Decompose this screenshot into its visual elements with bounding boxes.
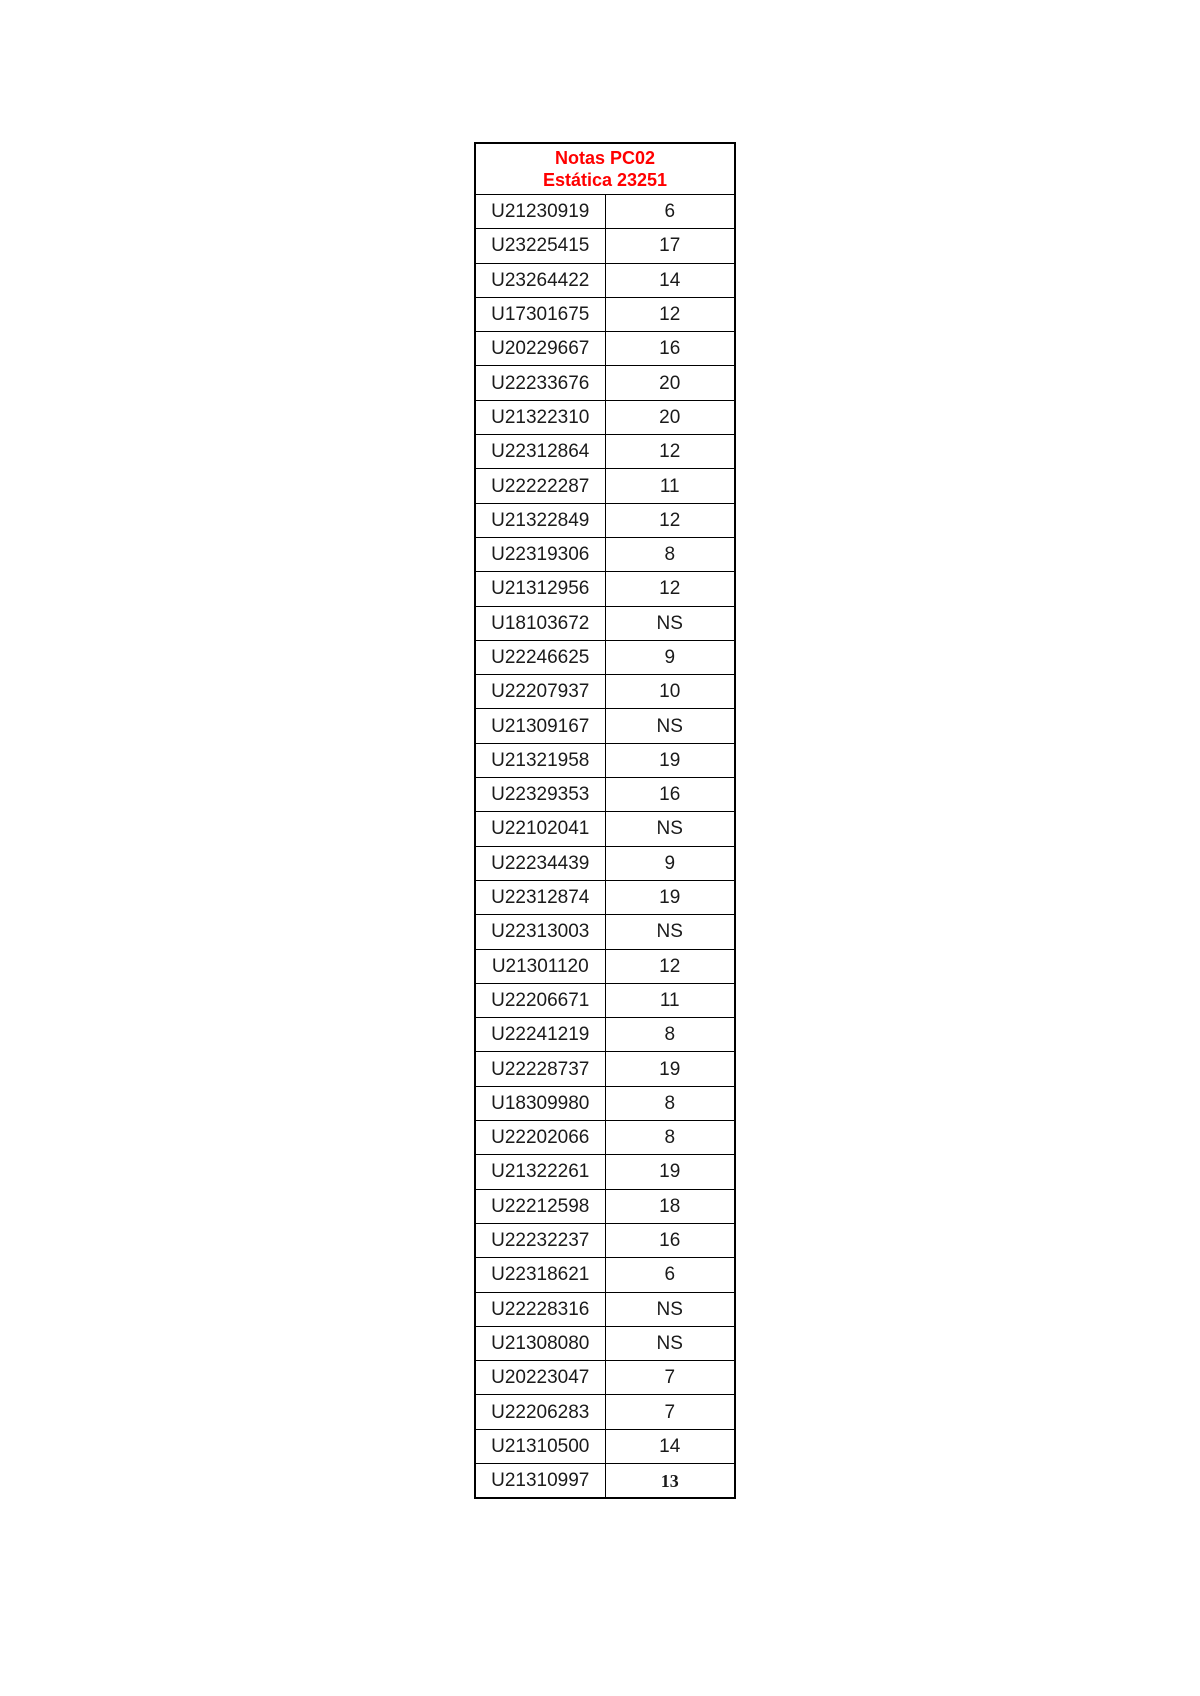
grade-cell: 8 (605, 1018, 735, 1052)
table-row (475, 537, 735, 571)
student-code-cell: U21301120 (475, 949, 605, 983)
student-code-cell: U22319306 (475, 537, 605, 571)
grade-cell: 8 (605, 1086, 735, 1120)
grade-cell: 17 (605, 229, 735, 263)
grade-cell: NS (605, 709, 735, 743)
grade-cell: 20 (605, 400, 735, 434)
student-code-cell: U23225415 (475, 229, 605, 263)
table-row (475, 1429, 735, 1463)
table-row (475, 263, 735, 297)
grade-cell: NS (605, 812, 735, 846)
grade-cell: 19 (605, 743, 735, 777)
table-title-cell (475, 143, 735, 195)
grade-cell: 14 (605, 263, 735, 297)
student-code-cell: U18309980 (475, 1086, 605, 1120)
student-code-cell: U18103672 (475, 606, 605, 640)
table-row (475, 812, 735, 846)
student-code-cell: U22241219 (475, 1018, 605, 1052)
table-row (475, 675, 735, 709)
grade-cell: 6 (605, 195, 735, 229)
table-row (475, 640, 735, 674)
grade-cell: 12 (605, 572, 735, 606)
grade-cell: NS (605, 1292, 735, 1326)
grade-cell: 20 (605, 366, 735, 400)
grade-cell: 19 (605, 1052, 735, 1086)
table-row (475, 915, 735, 949)
grade-cell: 16 (605, 778, 735, 812)
student-code-cell: U21310997 (475, 1463, 605, 1498)
grade-cell: 8 (605, 1121, 735, 1155)
grade-cell: 6 (605, 1258, 735, 1292)
table-row (475, 400, 735, 434)
table-row (475, 435, 735, 469)
student-code-cell: U22228737 (475, 1052, 605, 1086)
table-row (475, 743, 735, 777)
table-row (475, 1018, 735, 1052)
grade-cell: 19 (605, 880, 735, 914)
student-code-cell: U22329353 (475, 778, 605, 812)
student-code-cell: U22232237 (475, 1223, 605, 1257)
table-row (475, 846, 735, 880)
student-code-cell: U17301675 (475, 297, 605, 331)
grade-cell: 16 (605, 332, 735, 366)
student-code-cell: U21322310 (475, 400, 605, 434)
table-row (475, 1086, 735, 1120)
grade-cell: 7 (605, 1395, 735, 1429)
grade-cell: 12 (605, 949, 735, 983)
grade-cell: 10 (605, 675, 735, 709)
student-code-cell: U22246625 (475, 640, 605, 674)
student-code-cell: U22206283 (475, 1395, 605, 1429)
table-row (475, 606, 735, 640)
grade-cell: 9 (605, 846, 735, 880)
table-row (475, 1121, 735, 1155)
grade-cell: 13 (605, 1463, 735, 1498)
grade-cell: 12 (605, 297, 735, 331)
student-code-cell: U22222287 (475, 469, 605, 503)
student-code-cell: U21308080 (475, 1326, 605, 1360)
student-code-cell: U21310500 (475, 1429, 605, 1463)
student-code-cell: U21309167 (475, 709, 605, 743)
table-row (475, 1292, 735, 1326)
grade-cell: NS (605, 915, 735, 949)
table-row (475, 983, 735, 1017)
student-code-cell: U21312956 (475, 572, 605, 606)
table-row (475, 778, 735, 812)
student-code-cell: U20229667 (475, 332, 605, 366)
student-code-cell: U22228316 (475, 1292, 605, 1326)
table-row (475, 469, 735, 503)
grade-cell: 11 (605, 983, 735, 1017)
table-row (475, 1155, 735, 1189)
table-row (475, 503, 735, 537)
student-code-cell: U22102041 (475, 812, 605, 846)
grade-cell: 7 (605, 1361, 735, 1395)
grade-cell: 12 (605, 503, 735, 537)
table-row (475, 1258, 735, 1292)
table-row (475, 195, 735, 229)
student-code-cell: U22313003 (475, 915, 605, 949)
student-code-cell: U20223047 (475, 1361, 605, 1395)
table-row (475, 880, 735, 914)
grade-cell: NS (605, 606, 735, 640)
grade-cell: 11 (605, 469, 735, 503)
student-code-cell: U21230919 (475, 195, 605, 229)
student-code-cell: U21321958 (475, 743, 605, 777)
table-row (475, 709, 735, 743)
table-row (475, 949, 735, 983)
grade-cell: 16 (605, 1223, 735, 1257)
student-code-cell: U22233676 (475, 366, 605, 400)
student-code-cell: U22318621 (475, 1258, 605, 1292)
grade-cell: 14 (605, 1429, 735, 1463)
table-row (475, 366, 735, 400)
student-code-cell: U23264422 (475, 263, 605, 297)
student-code-cell: U22202066 (475, 1121, 605, 1155)
student-code-cell: U21322849 (475, 503, 605, 537)
table-header-row (475, 143, 735, 195)
table-row (475, 297, 735, 331)
table-row (475, 1361, 735, 1395)
table-row (475, 1395, 735, 1429)
student-code-cell: U21322261 (475, 1155, 605, 1189)
grades-table-body (475, 143, 735, 1498)
table-row (475, 229, 735, 263)
grade-cell: 8 (605, 537, 735, 571)
table-row (475, 572, 735, 606)
student-code-cell: U22206671 (475, 983, 605, 1017)
table-subtitle: Estática 23251 (542, 170, 668, 190)
grades-table (474, 142, 736, 1499)
grade-cell: 12 (605, 435, 735, 469)
student-code-cell: U22234439 (475, 846, 605, 880)
student-code-cell: U22312864 (475, 435, 605, 469)
student-code-cell: U22312874 (475, 880, 605, 914)
student-code-cell: U22212598 (475, 1189, 605, 1223)
grade-cell: 9 (605, 640, 735, 674)
table-row (475, 1052, 735, 1086)
table-row (475, 1463, 735, 1498)
table-title: Notas PC02 (554, 148, 656, 168)
grade-cell: 18 (605, 1189, 735, 1223)
grade-cell: 19 (605, 1155, 735, 1189)
table-row (475, 1326, 735, 1360)
table-row (475, 1189, 735, 1223)
grade-cell: NS (605, 1326, 735, 1360)
table-row (475, 1223, 735, 1257)
student-code-cell: U22207937 (475, 675, 605, 709)
table-row (475, 332, 735, 366)
